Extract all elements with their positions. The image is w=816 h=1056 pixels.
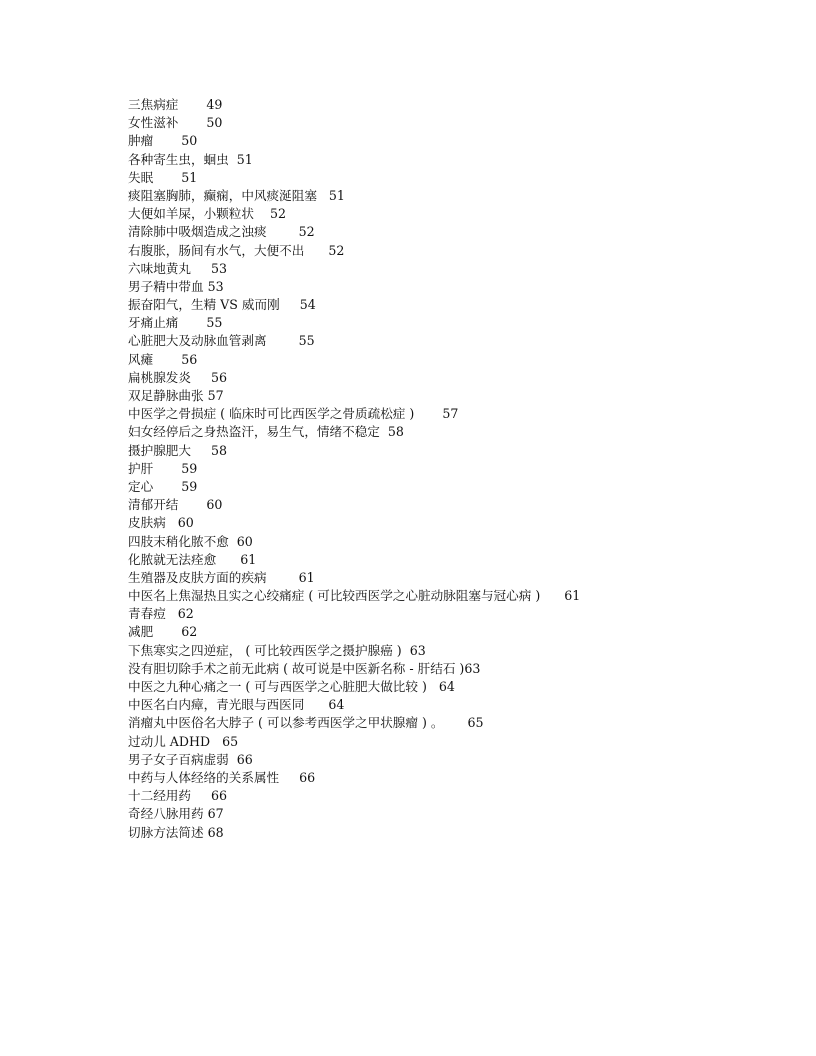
- toc-entry-spacer: [267, 224, 299, 239]
- toc-entry: [128, 533, 788, 551]
- toc-entry-page-number: 52: [269, 206, 286, 222]
- toc-entry-spacer: [304, 243, 328, 258]
- toc-entry-title: 定心: [128, 478, 154, 494]
- toc-entry-page-number: 64: [438, 679, 455, 694]
- toc-entry-title: 中医名白内瘴，青光眼与西医同: [128, 697, 305, 713]
- toc-entry: [128, 460, 788, 478]
- toc-entry: [128, 678, 788, 696]
- toc-entry-spacer: [166, 515, 178, 530]
- toc-entry: [128, 278, 788, 296]
- toc-entry-page-number: 55: [206, 315, 223, 331]
- toc-entry-page-number: 61: [240, 551, 257, 567]
- toc-entry-spacer: [254, 206, 270, 221]
- toc-entry-spacer: [178, 115, 206, 130]
- toc-entry: [128, 642, 788, 660]
- toc-entry-page-number: 60: [236, 533, 253, 549]
- toc-entry: [128, 387, 788, 405]
- toc-entry-spacer: [178, 497, 206, 512]
- toc-entry-page-number: 57: [207, 388, 224, 403]
- toc-entry-spacer: [414, 406, 442, 421]
- toc-entry-page-number: 59: [181, 478, 198, 494]
- toc-entry-title: 摄护腺肥大: [128, 442, 191, 458]
- toc-entry: [128, 733, 788, 751]
- toc-entry-spacer: [304, 697, 328, 712]
- toc-entry: [128, 569, 788, 587]
- toc-entry-spacer: [153, 133, 181, 148]
- toc-entry: [128, 824, 788, 842]
- toc-entry-page-number: 61: [564, 588, 581, 604]
- toc-entry-page-number: 60: [177, 515, 194, 531]
- toc-entry-page-number: 58: [211, 442, 228, 458]
- toc-entry: [128, 587, 788, 605]
- toc-entry-title: 各种寄生虫，蛔虫: [128, 151, 229, 167]
- toc-entry: [128, 151, 788, 169]
- toc-entry: [128, 623, 788, 641]
- toc-entry-spacer: [280, 297, 300, 312]
- toc-entry-title: 下焦寒实之四逆症， ( 可比较西医学之摄护腺癌 ): [128, 642, 402, 658]
- toc-entry-page-number: 54: [299, 297, 316, 313]
- toc-entry-spacer: [229, 152, 237, 167]
- toc-entry-page-number: 53: [211, 260, 228, 276]
- toc-entry-page-number: 62: [181, 624, 198, 640]
- toc-entry-page-number: 63: [409, 642, 426, 658]
- toc-entry-spacer: [178, 97, 206, 112]
- toc-entry: [128, 496, 788, 514]
- toc-entry-page-number: 61: [298, 569, 315, 585]
- toc-entry-title: 女性滋补: [128, 115, 179, 131]
- toc-entry-spacer: [191, 370, 211, 385]
- toc-entry-spacer: [178, 315, 206, 330]
- toc-entry-page-number: 64: [328, 697, 345, 713]
- toc-entry-title: 减肥: [128, 624, 154, 640]
- toc-entry-title: 男子女子百病虚弱: [128, 751, 229, 767]
- toc-entry-title: 男子精中带血: [128, 278, 204, 294]
- toc-entry: [128, 114, 788, 132]
- table-of-contents: [128, 96, 788, 842]
- toc-entry-page-number: 53: [207, 278, 224, 294]
- toc-entry-spacer: [444, 715, 468, 730]
- toc-entry: [128, 96, 788, 114]
- toc-entry-page-number: 52: [328, 242, 345, 258]
- toc-entry-spacer: [229, 534, 237, 549]
- toc-entry-spacer: [279, 770, 299, 785]
- toc-entry-title: 清郁开结: [128, 497, 179, 513]
- toc-entry-title: 振奋阳气，生精 VS 威而刚: [128, 297, 280, 313]
- toc-entry-spacer: [153, 352, 181, 367]
- toc-entry: [128, 478, 788, 496]
- toc-entry: [128, 260, 788, 278]
- toc-entry-page-number: 63: [464, 660, 481, 676]
- toc-entry-spacer: [317, 188, 329, 203]
- toc-entry-title: 牙痛止痛: [128, 315, 179, 331]
- toc-entry-page-number: 68: [207, 824, 224, 840]
- toc-entry-spacer: [191, 261, 211, 276]
- toc-entry-page-number: 58: [387, 424, 404, 440]
- toc-entry-spacer: [153, 479, 181, 494]
- toc-entry-title: 皮肤病: [128, 515, 166, 531]
- toc-entry-title: 没有胆切除手术之前无此病 ( 故可说是中医新名称 - 肝结石 ): [128, 660, 465, 676]
- toc-entry-title: 六味地黄丸: [128, 260, 191, 276]
- toc-entry-page-number: 55: [298, 333, 315, 349]
- toc-entry-title: 大便如羊屎，小颗粒状: [128, 206, 254, 222]
- toc-entry: [128, 769, 788, 787]
- toc-entry-page-number: 49: [206, 97, 223, 112]
- toc-entry: [128, 514, 788, 532]
- toc-entry-spacer: [166, 606, 178, 621]
- toc-entry-title: 过动儿 ADHD: [128, 733, 211, 749]
- toc-entry-title: 中医之九种心痛之一 ( 可与西医学之心脏肥大做比较 ): [128, 679, 427, 694]
- toc-entry-spacer: [267, 570, 299, 585]
- toc-entry-spacer: [540, 588, 564, 603]
- toc-entry-spacer: [380, 424, 388, 439]
- toc-entry: [128, 187, 788, 205]
- toc-entry-page-number: 62: [177, 606, 194, 622]
- toc-entry-spacer: [191, 788, 211, 803]
- toc-entry-title: 青春痘: [128, 606, 166, 622]
- toc-entry-page-number: 57: [442, 406, 459, 422]
- toc-entry-page-number: 60: [206, 497, 223, 513]
- toc-entry: [128, 242, 788, 260]
- toc-entry: [128, 442, 788, 460]
- toc-entry: [128, 751, 788, 769]
- toc-entry-title: 消瘤丸中医俗名大脖子 ( 可以参考西医学之甲状腺瘤 ) 。: [128, 715, 444, 731]
- toc-entry: [128, 660, 788, 678]
- toc-entry-page-number: 56: [211, 369, 228, 385]
- toc-entry-spacer: [427, 679, 439, 694]
- toc-entry: [128, 787, 788, 805]
- toc-entry-title: 中医学之骨损症 ( 临床时可比西医学之骨质疏松症 ): [128, 406, 415, 422]
- toc-entry-page-number: 50: [181, 133, 198, 149]
- toc-entry: [128, 296, 788, 314]
- toc-entry: [128, 714, 788, 732]
- toc-entry-spacer: [153, 461, 181, 476]
- toc-entry: [128, 223, 788, 241]
- toc-entry-spacer: [210, 734, 222, 749]
- toc-entry-title: 痰阻塞胸肺，癫痫，中风痰涎阻塞: [128, 187, 317, 203]
- toc-entry: [128, 696, 788, 714]
- toc-entry-spacer: [267, 333, 299, 348]
- toc-entry-title: 肿瘤: [128, 133, 154, 149]
- toc-entry: [128, 132, 788, 150]
- toc-entry-page-number: 51: [328, 187, 345, 203]
- toc-entry: [128, 369, 788, 387]
- toc-entry: [128, 423, 788, 441]
- toc-entry-page-number: 51: [181, 169, 198, 185]
- toc-entry-spacer: [216, 552, 240, 567]
- toc-entry-spacer: [153, 624, 181, 639]
- toc-entry-title: 风瘫: [128, 351, 154, 367]
- toc-entry: [128, 605, 788, 623]
- toc-entry-spacer: [402, 643, 410, 658]
- toc-entry-title: 中药与人体经络的关系属性: [128, 769, 280, 785]
- toc-entry: [128, 314, 788, 332]
- toc-entry-page-number: 66: [211, 788, 228, 804]
- toc-entry-spacer: [191, 443, 211, 458]
- toc-entry-title: 切脉方法简述: [128, 824, 204, 840]
- toc-entry-title: 奇经八脉用药: [128, 806, 204, 822]
- toc-entry-title: 四肢末稍化脓不愈: [128, 533, 229, 549]
- toc-entry-page-number: 59: [181, 460, 198, 476]
- toc-entry-title: 化脓就无法痊愈: [128, 551, 217, 567]
- toc-entry-spacer: [229, 752, 237, 767]
- toc-entry-title: 双足静脉曲张: [128, 388, 204, 403]
- toc-entry: [128, 169, 788, 187]
- toc-entry: [128, 332, 788, 350]
- toc-entry: [128, 405, 788, 423]
- toc-entry-title: 妇女经停后之身热盗汗，易生气，情绪不稳定: [128, 424, 380, 440]
- toc-entry-title: 心脏肥大及动脉血管剥离: [128, 333, 267, 349]
- toc-entry-title: 护肝: [128, 460, 154, 476]
- toc-entry-title: 生殖器及皮肤方面的疾病: [128, 569, 267, 585]
- toc-entry: [128, 805, 788, 823]
- toc-entry-spacer: [153, 170, 181, 185]
- toc-entry: [128, 351, 788, 369]
- toc-entry-title: 失眠: [128, 169, 154, 185]
- toc-entry-title: 清除肺中吸烟造成之浊痰: [128, 224, 267, 240]
- toc-entry-page-number: 52: [298, 224, 315, 240]
- toc-entry-page-number: 67: [207, 806, 224, 822]
- toc-entry-page-number: 56: [181, 351, 198, 367]
- toc-entry-title: 十二经用药: [128, 788, 191, 804]
- toc-entry-title: 中医名上焦湿热且实之心绞痛症 ( 可比较西医学之心脏动脉阻塞与冠心病 ): [128, 588, 541, 604]
- toc-entry-title: 三焦病症: [128, 97, 179, 112]
- toc-entry-page-number: 66: [236, 751, 253, 767]
- toc-entry-page-number: 65: [222, 733, 239, 749]
- toc-entry: [128, 205, 788, 223]
- toc-entry-page-number: 65: [467, 715, 484, 731]
- toc-entry-page-number: 66: [299, 769, 316, 785]
- toc-entry-title: 扁桃腺发炎: [128, 369, 191, 385]
- toc-entry: [128, 551, 788, 569]
- toc-entry-title: 右腹胀，肠间有水气，大便不出: [128, 242, 305, 258]
- toc-entry-page-number: 51: [236, 151, 253, 167]
- toc-entry-page-number: 50: [206, 115, 223, 131]
